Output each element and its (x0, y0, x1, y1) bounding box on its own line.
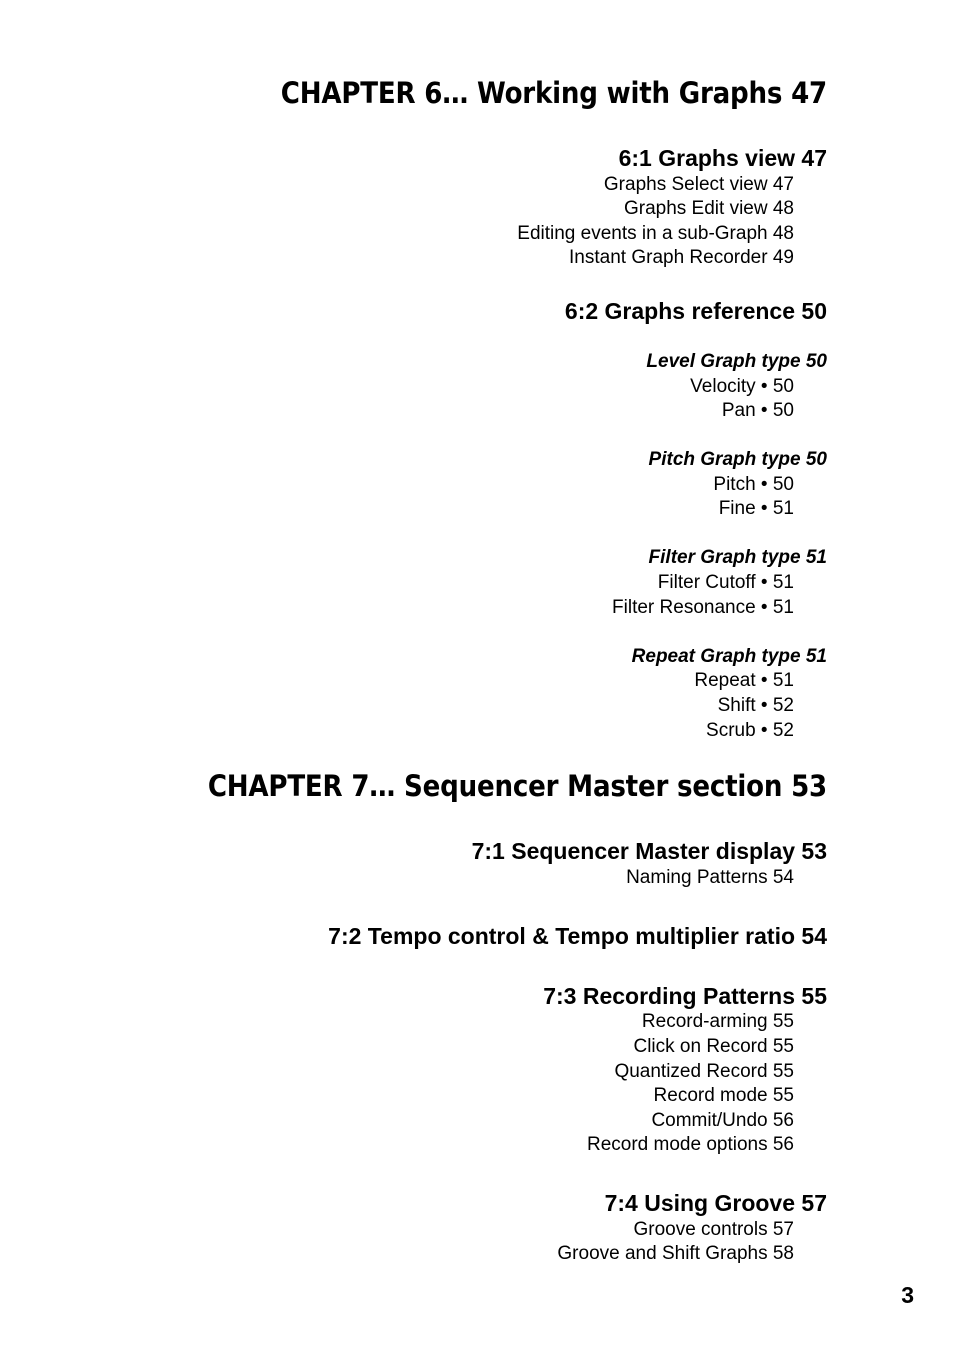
section-7-4-heading[interactable]: 7:4 Using Groove 57 (604, 1190, 827, 1216)
subsection-pitch-graph[interactable]: Pitch Graph type 50 (648, 449, 827, 470)
toc-entry[interactable]: Shift • 52 (717, 695, 794, 716)
toc-entry[interactable]: Record mode 55 (653, 1085, 794, 1106)
toc-entry[interactable]: Record-arming 55 (641, 1011, 794, 1032)
toc-entry[interactable]: Filter Cutoff • 51 (657, 572, 794, 593)
subsection-repeat-graph[interactable]: Repeat Graph type 51 (631, 646, 827, 667)
toc-entry[interactable]: Record mode options 56 (586, 1134, 794, 1155)
chapter-6-heading[interactable]: CHAPTER 6… Working with Graphs 47 (280, 76, 827, 110)
page-number: 3 (901, 1282, 914, 1308)
toc-entry[interactable]: Repeat • 51 (694, 670, 794, 691)
toc-entry[interactable]: Velocity • 50 (690, 376, 794, 397)
section-6-1-heading[interactable]: 6:1 Graphs view 47 (618, 145, 827, 171)
toc-entry[interactable]: Fine • 51 (718, 498, 794, 519)
chapter-7-heading[interactable]: CHAPTER 7… Sequencer Master section 53 (207, 769, 827, 803)
toc-entry[interactable]: Click on Record 55 (633, 1036, 794, 1057)
section-7-3-heading[interactable]: 7:3 Recording Patterns 55 (543, 983, 827, 1009)
toc-entry[interactable]: Filter Resonance • 51 (612, 597, 794, 618)
toc-entry[interactable]: Editing events in a sub-Graph 48 (517, 223, 794, 244)
section-7-2-heading[interactable]: 7:2 Tempo control & Tempo multiplier ratio 54 (328, 923, 827, 949)
section-6-2-heading[interactable]: 6:2 Graphs reference 50 (564, 298, 827, 324)
toc-entry[interactable]: Quantized Record 55 (614, 1061, 794, 1082)
toc-entry[interactable]: Groove and Shift Graphs 58 (557, 1243, 794, 1264)
toc-entry[interactable]: Naming Patterns 54 (626, 867, 794, 888)
subsection-filter-graph[interactable]: Filter Graph type 51 (648, 547, 827, 568)
toc-entry[interactable]: Instant Graph Recorder 49 (569, 247, 794, 268)
toc-entry[interactable]: Graphs Edit view 48 (623, 198, 794, 219)
toc-entry[interactable]: Groove controls 57 (633, 1219, 794, 1240)
section-7-1-heading[interactable]: 7:1 Sequencer Master display 53 (471, 838, 827, 864)
toc-entry[interactable]: Commit/Undo 56 (651, 1110, 794, 1131)
toc-entry[interactable]: Pitch • 50 (713, 474, 794, 495)
toc-entry[interactable]: Graphs Select view 47 (603, 174, 794, 195)
toc-entry[interactable]: Pan • 50 (721, 400, 794, 421)
toc-entry[interactable]: Scrub • 52 (706, 720, 794, 741)
subsection-level-graph[interactable]: Level Graph type 50 (646, 351, 827, 372)
